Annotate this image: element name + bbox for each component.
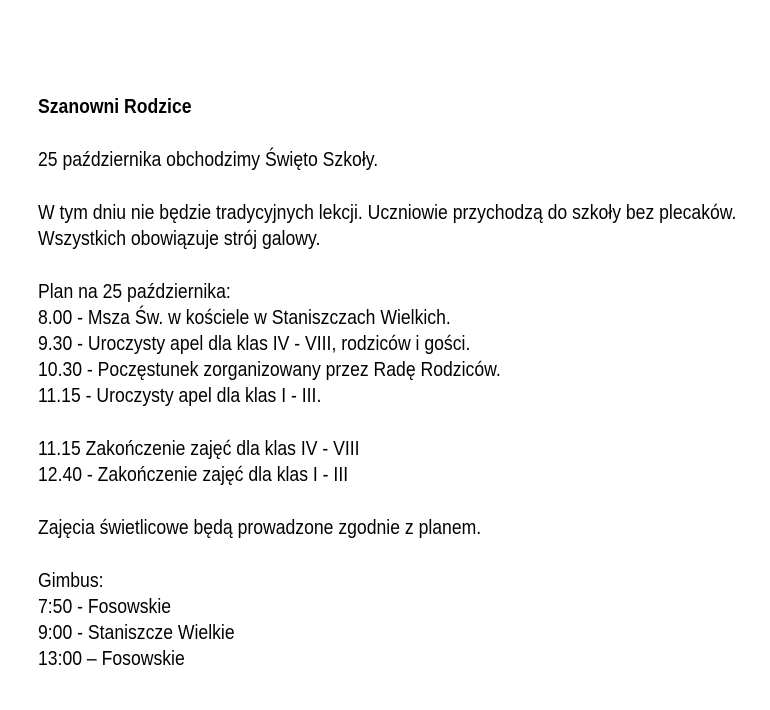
daycare-paragraph xyxy=(38,515,736,541)
paragraph-line: Zajęcia świetlicowe będą prowadzone zgodnie z planem. xyxy=(38,517,482,539)
schedule-item: 8.00 - Msza Św. w kościele w Staniszczach Wielkich. xyxy=(38,307,451,329)
schedule-item: 10.30 - Poczęstunek zorganizowany przez Radę Rodziców. xyxy=(38,359,501,381)
bus-title: Gimbus: xyxy=(38,570,104,592)
end-time-item: 12.40 - Zakończenie zajęć dla klas I - III xyxy=(38,464,349,486)
notice-to-parents xyxy=(38,94,736,672)
end-time-item: 11.15 Zakończenie zajęć dla klas IV - VIII xyxy=(38,438,360,460)
bus-item: 7:50 - Fosowskie xyxy=(38,596,172,618)
paragraph-line: 25 października obchodzimy Święto Szkoły. xyxy=(38,149,379,171)
bus-paragraph xyxy=(38,568,736,672)
paragraph-line: Wszystkich obowiązuje strój galowy. xyxy=(38,228,321,250)
salutation-paragraph xyxy=(38,94,736,120)
bus-item: 9:00 - Staniszcze Wielkie xyxy=(38,622,235,644)
schedule-title: Plan na 25 października: xyxy=(38,281,231,303)
paragraph-line: W tym dniu nie będzie tradycyjnych lekcji. Uczniowie przychodzą do szkoły bez plecaków. xyxy=(38,202,737,224)
salutation-text: Szanowni Rodzice xyxy=(38,96,192,118)
rules-paragraph xyxy=(38,200,736,252)
schedule-item: 11.15 - Uroczysty apel dla klas I - III. xyxy=(38,385,322,407)
intro-paragraph xyxy=(38,147,736,173)
schedule-item: 9.30 - Uroczysty apel dla klas IV - VIII, rodziców i gości. xyxy=(38,333,471,355)
schedule-paragraph xyxy=(38,279,736,409)
end-times-paragraph xyxy=(38,436,736,488)
bus-item: 13:00 – Fosowskie xyxy=(38,648,185,670)
